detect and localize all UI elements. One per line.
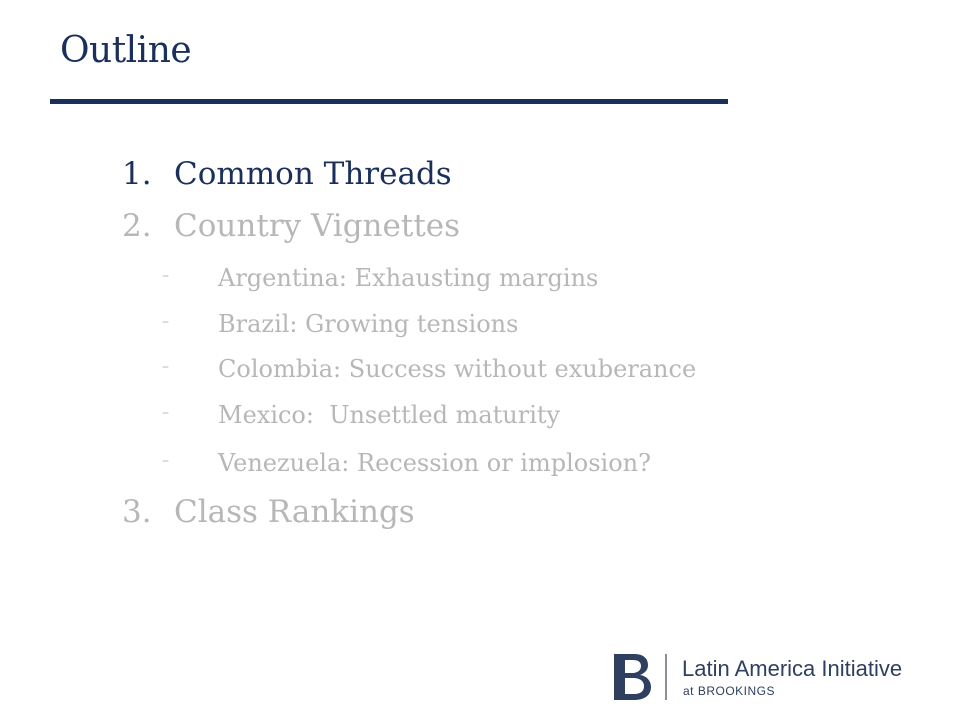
logo-subtitle — [683, 684, 775, 698]
outline-item-number: 3. — [122, 494, 152, 530]
logo-name: Latin America Initiative — [682, 656, 903, 681]
subitem-marker: – — [162, 359, 169, 375]
subitem-marker: – — [162, 405, 169, 421]
subitem-marker: – — [162, 268, 169, 284]
subitem-label: Colombia: Success without exuberance — [218, 355, 697, 383]
subitem-label: Mexico: Unsettled maturity — [218, 401, 561, 429]
subitem-marker: – — [162, 314, 169, 330]
outline-item-label: Class Rankings — [174, 494, 415, 530]
outline-item-number: 1. — [122, 156, 152, 192]
logo-sub-prefix: at — [683, 684, 698, 698]
brookings-logo — [612, 648, 942, 704]
brookings-b-icon — [612, 648, 654, 704]
outline-item-label: Country Vignettes — [174, 208, 461, 244]
subitem-label: Venezuela: Recession or implosion? — [218, 449, 651, 477]
outline-item-label: Common Threads — [174, 156, 452, 192]
logo-divider — [665, 654, 667, 700]
logo-sub-name: BROOKINGS — [697, 684, 776, 698]
subitem-label: Brazil: Growing tensions — [218, 310, 519, 338]
slide-title: Outline — [60, 30, 192, 71]
outline-item-number: 2. — [122, 208, 152, 244]
subitem-label: Argentina: Exhausting margins — [218, 264, 599, 292]
title-underline — [50, 99, 728, 104]
subitem-marker: – — [162, 453, 169, 469]
